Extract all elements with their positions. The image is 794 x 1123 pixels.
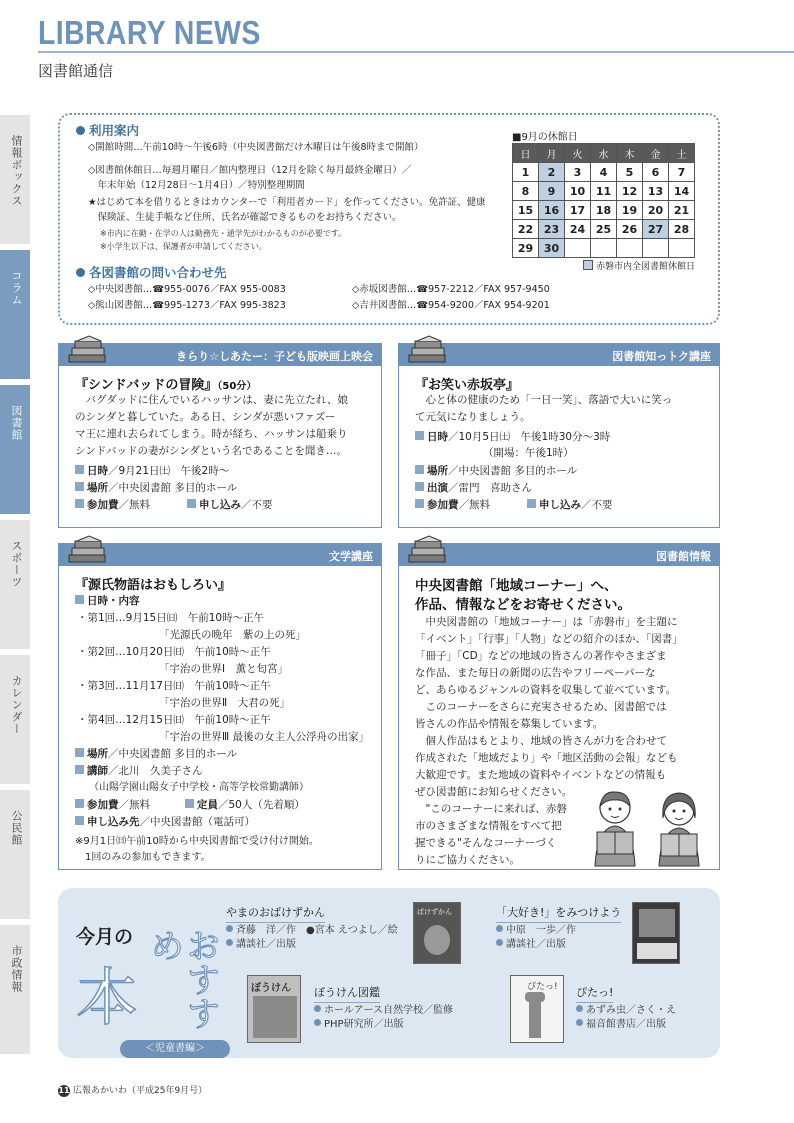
side-tab-label: 図書館 <box>10 405 23 441</box>
rakugo-body-line: 心と体の健康のため「一日一笑」、落語で大いに笑っ <box>415 394 673 406</box>
rakugo-date-note: （開場：午後1時） <box>483 447 574 459</box>
info-body-line: 「イベント」「行事」「人物」などの紹介のほか、「図書」 <box>415 633 683 645</box>
side-tab-column[interactable] <box>0 250 30 382</box>
calendar-day: 13 <box>643 182 669 201</box>
movie-body-line: マ王に連れ去られてしまう。時が経ち、ハッサンは船乗り <box>75 428 348 440</box>
contact-kumayama: ◇熊山図書館…☎995-1273／FAX 995-3823 <box>88 300 286 311</box>
movie-body-line: のシンダと暮していた。ある日、シンダが悪いファズー <box>75 411 336 423</box>
weekday-header: 火 <box>565 144 591 163</box>
book-title: ぴたっ! <box>576 984 613 1003</box>
usage-note: ※市内に在勤・在学の人は勤務先・通学先がわかるものが必要です。 <box>100 229 347 238</box>
cover-text: ぼうけん <box>251 983 291 994</box>
square-bullet-icon <box>185 799 194 808</box>
bullet-dot-icon <box>314 1005 321 1012</box>
side-tab-label: 情報ボックス <box>10 135 23 207</box>
side-tab-label: 市政情報 <box>10 945 23 993</box>
literature-note: ※9月1日㈰午前10時から中央図書館で受け付け開始。 <box>75 836 319 847</box>
square-bullet-icon <box>75 482 84 491</box>
side-tab-label: カレンダー <box>10 675 23 735</box>
weekday-header: 日 <box>513 144 539 163</box>
info-heading: 中央図書館「地域コーナー」へ、 <box>415 578 618 594</box>
square-bullet-icon <box>75 595 84 604</box>
bullet-dot-icon <box>226 925 233 932</box>
cover-text: ばけずかん <box>417 908 452 916</box>
panel-title: 文学講座 <box>329 550 373 563</box>
calendar-legend: 赤磐市内全図書館休館日 <box>583 259 695 272</box>
book-meta: あずみ虫／さく・え <box>576 1004 676 1018</box>
calendar-day: 16 <box>539 201 565 220</box>
info-body-short: 市のさまざまな情報をすべて把 <box>415 820 562 832</box>
literature-schedule-label: 日時・内容 <box>75 593 140 610</box>
book-cover-bouken[interactable] <box>247 975 301 1043</box>
calendar-day: 21 <box>669 201 695 220</box>
usage-line: ◇開館時間…午前10時〜午後6時（中央図書館だけ木曜日は午後8時まで開館） <box>88 142 424 153</box>
side-tab-calendar[interactable] <box>0 655 30 787</box>
square-bullet-icon <box>527 499 536 508</box>
book-cover-yamanoobake[interactable] <box>413 902 461 964</box>
info-body-line: ど、あらゆるジャンルの資料を収集して並べています。 <box>415 684 677 696</box>
recommend-ruby-text: おすすめ <box>144 928 220 1030</box>
square-bullet-icon <box>187 499 196 508</box>
calendar-day: 23 <box>539 220 565 239</box>
calendar-day: 18 <box>591 201 617 220</box>
session-topic: 「宇治の世界Ⅰ 薫と匂宮」 <box>159 663 289 675</box>
usage-note: ※小学生以下は、保護者が申請してください。 <box>100 242 267 251</box>
weekday-header: 水 <box>591 144 617 163</box>
square-bullet-icon <box>75 465 84 474</box>
recommend-month-label: 今月の <box>76 926 134 948</box>
book-stack-icon <box>407 535 449 565</box>
calendar-empty-cell <box>565 239 591 258</box>
info-body-short: りにご協力ください。 <box>415 854 520 866</box>
calendar-day: 7 <box>669 163 695 182</box>
square-bullet-icon <box>415 482 424 491</box>
book-title: ぼうけん図鑑 <box>314 984 380 1003</box>
calendar-day: 27 <box>643 220 669 239</box>
page-subtitle: 図書館通信 <box>38 62 114 80</box>
calendar-day: 10 <box>565 182 591 201</box>
literature-lecturer: 講師／北川 久美子さん <box>75 763 203 780</box>
side-tab-city-info[interactable] <box>0 925 30 1057</box>
rakugo-apply: 申し込み／不要 <box>527 497 613 514</box>
info-body-line: 個人作品はもとより、地域の皆さんが力を合わせて <box>415 735 667 747</box>
session-when: ・第4回…12月15日㈰ 午前10時〜正午 <box>77 714 271 726</box>
calendar-day: 19 <box>617 201 643 220</box>
square-bullet-icon <box>415 431 424 440</box>
bullet-dot-icon <box>76 126 85 135</box>
movie-date: 日時／9月21日㈯ 午後2時〜 <box>75 463 229 480</box>
square-bullet-icon <box>75 816 84 825</box>
movie-apply: 申し込み／不要 <box>187 497 273 514</box>
side-tab-label: コラム <box>10 270 23 306</box>
rakugo-heading: 『お笑い赤坂亭』 <box>415 378 520 393</box>
calendar-day: 17 <box>565 201 591 220</box>
session-when: ・第3回…11月17日㈰ 午前10時〜正午 <box>77 680 271 692</box>
movie-place: 場所／中央図書館 多目的ホール <box>75 480 237 497</box>
side-tab-info-box[interactable] <box>0 115 30 247</box>
contact-central: ◇中央図書館…☎955-0076／FAX 955-0083 <box>88 284 286 295</box>
side-tab-label: スポーツ <box>10 540 23 588</box>
cover-text: ぴたっ! <box>527 982 558 992</box>
calendar-day: 11 <box>591 182 617 201</box>
bullet-dot-icon <box>314 1019 321 1026</box>
calendar-day: 24 <box>565 220 591 239</box>
literature-note: 1回のみの参加もできます。 <box>75 852 211 863</box>
calendar-day: 29 <box>513 239 539 258</box>
contact-akasaka: ◇赤坂図書館…☎957-2212／FAX 957-9450 <box>352 284 550 295</box>
info-body-short: 握できる"そんなコーナーづく <box>415 837 557 849</box>
side-tab-sports[interactable] <box>0 520 30 652</box>
side-tab-library[interactable] <box>0 385 30 517</box>
usage-line: ★はじめて本を借りるときはカウンターで「利用者カード」を作ってください。免許証、健康 <box>88 197 486 208</box>
bullet-dot-icon <box>496 925 503 932</box>
book-cover-daisuki[interactable] <box>632 902 680 964</box>
info-body-line: このコーナーをさらに充実させるため、図書館では <box>415 701 667 713</box>
title-underline <box>38 51 794 53</box>
panel-title: 図書館情報 <box>656 550 711 563</box>
info-body-line: 作成された「地域だより」や「地区活動の会報」なども <box>415 752 678 764</box>
calendar-day: 15 <box>513 201 539 220</box>
recommend-category-pill: ＜児童書編＞ <box>120 1040 230 1058</box>
info-body-line: 大歓迎です。また地域の資料やイベントなどの情報も <box>415 769 667 781</box>
movie-panel <box>58 343 382 528</box>
book-meta: 講談社／出版 <box>496 938 566 952</box>
info-body-line: 皆さんの作品や情報を募集しています。 <box>415 718 604 730</box>
bullet-dot-icon <box>576 1005 583 1012</box>
info-body-short: "このコーナーに来れば、赤磐 <box>415 803 567 815</box>
panel-title: 図書館知っトク講座 <box>612 350 711 363</box>
bullet-dot-icon <box>496 939 503 946</box>
calendar-day: 22 <box>513 220 539 239</box>
book-meta: 斉藤 洋／作 ●宮本 えつよし／絵 <box>226 924 398 938</box>
square-bullet-icon <box>415 465 424 474</box>
literature-capacity: 定員／50人（先着順） <box>185 797 305 814</box>
calendar-empty-cell <box>669 239 695 258</box>
calendar-day: 8 <box>513 182 539 201</box>
calendar-day: 26 <box>617 220 643 239</box>
book-meta: 中原 一歩／作 <box>496 924 576 938</box>
usage-line: 保険証、生徒手帳など住所、氏名が確認できるものをお持ちください。 <box>88 212 402 223</box>
book-meta: 講談社／出版 <box>226 938 296 952</box>
book-stack-icon <box>407 335 449 365</box>
calendar-day: 9 <box>539 182 565 201</box>
rakugo-panel <box>398 343 720 528</box>
recommend-big-char: 本 <box>76 961 139 1034</box>
book-title: やまのおばけずかん <box>226 904 325 923</box>
calendar-day: 2 <box>539 163 565 182</box>
session-when: ・第1回…9月15日㈰ 午前10時〜正午 <box>77 612 265 624</box>
calendar-day: 14 <box>669 182 695 201</box>
contact-yoshii: ◇吉井図書館…☎954-9200／FAX 954-9201 <box>352 300 550 311</box>
calendar-day: 12 <box>617 182 643 201</box>
library-info-panel <box>398 543 720 870</box>
children-reading-illustration <box>585 788 713 868</box>
calendar-empty-cell <box>643 239 669 258</box>
calendar-day: 4 <box>591 163 617 182</box>
calendar-day: 1 <box>513 163 539 182</box>
book-stack-icon <box>67 535 109 565</box>
movie-body-line: バグダッドに住んでいるハッサンは、妻に先立たれ、娘 <box>75 394 348 406</box>
session-topic: 「宇治の世界Ⅲ 最後の女主人公浮舟の出家」 <box>159 731 370 743</box>
book-cover-pita[interactable] <box>510 975 564 1043</box>
info-body-line: 中央図書館の「地域コーナー」は「赤磐市」を主題に <box>415 616 678 628</box>
book-meta: ホールアース自然学校／監修 <box>314 1004 453 1018</box>
rakugo-body-line: て元気になりましょう。 <box>415 411 531 423</box>
calendar-day: 5 <box>617 163 643 182</box>
panel-title: きらり☆しあたー：子ども版映画上映会 <box>176 350 373 363</box>
rakugo-date: 日時／10月5日㈯ 午後1時30分〜3時 <box>415 429 610 446</box>
info-body-line: ぜひ図書館にお知らせください。 <box>415 786 573 798</box>
calendar-empty-cell <box>617 239 643 258</box>
session-topic: 「光源氏の晩年 紫の上の死」 <box>159 629 306 641</box>
literature-panel <box>58 543 382 870</box>
bullet-dot-icon <box>576 1019 583 1026</box>
page-footer <box>58 1083 207 1097</box>
rakugo-performer: 出演／雷門 喜助さん <box>415 480 532 497</box>
calendar-day: 30 <box>539 239 565 258</box>
rakugo-fee: 参加費／無料 <box>415 497 490 514</box>
square-bullet-icon <box>75 765 84 774</box>
literature-heading: 『源氏物語はおもしろい』 <box>75 578 232 593</box>
side-tab-label: 公民館 <box>10 810 23 846</box>
movie-body-line: シンドバッドの妻がシンダという名であることを聞き…。 <box>75 445 347 457</box>
usage-line: ◇図書館休館日…毎週月曜日／館内整理日（12月を除く毎月最終金曜日）／ <box>88 165 412 176</box>
calendar-day: 25 <box>591 220 617 239</box>
side-tab-community-center[interactable] <box>0 790 30 922</box>
weekday-header: 土 <box>669 144 695 163</box>
literature-fee: 参加費／無料 <box>75 797 150 814</box>
weekday-header: 木 <box>617 144 643 163</box>
literature-apply: 申し込み先／中央図書館（電話可） <box>75 814 255 831</box>
usage-heading: 利用案内 <box>76 121 139 139</box>
square-bullet-icon <box>75 748 84 757</box>
book-stack-icon <box>67 335 109 365</box>
info-body-line: な作品、また毎日の新聞の広告やフリーペーパーな <box>415 667 656 679</box>
book-meta: PHP研究所／出版 <box>314 1018 404 1032</box>
rakugo-place: 場所／中央図書館 多目的ホール <box>415 463 577 480</box>
weekday-header: 金 <box>643 144 669 163</box>
session-when: ・第2回…10月20日㈰ 午前10時〜正午 <box>77 646 271 658</box>
page-number: 11 <box>58 1086 70 1095</box>
calendar-day: 20 <box>643 201 669 220</box>
calendar-day: 3 <box>565 163 591 182</box>
calendar-day: 6 <box>643 163 669 182</box>
footer-text: 広報あかいわ（平成25年9月号） <box>73 1086 208 1096</box>
square-bullet-icon <box>75 799 84 808</box>
square-bullet-icon <box>415 499 424 508</box>
info-body-line: 「冊子」「CD」などの地域の皆さんの著作やさまざま <box>415 650 667 662</box>
closed-days-calendar <box>512 143 695 258</box>
legend-swatch <box>583 260 593 270</box>
book-meta: 福音館書店／出版 <box>576 1018 666 1032</box>
usage-line: 年末年始（12月28日〜1月4日）／特別整理期間 <box>88 180 305 191</box>
session-topic: 「宇治の世界Ⅱ 大君の死」 <box>159 697 291 709</box>
calendar-title: ■9月の休館日 <box>512 132 578 143</box>
square-bullet-icon <box>75 499 84 508</box>
page-title: LIBRARY NEWS <box>38 14 261 51</box>
calendar-day: 28 <box>669 220 695 239</box>
movie-fee: 参加費／無料 <box>75 497 150 514</box>
contacts-heading: 各図書館の問い合わせ先 <box>76 263 227 281</box>
movie-heading: 『シンドバッドの冒険』（50分） <box>75 378 257 393</box>
lecturer-affiliation: （山陽学園山陽女子中学校・高等学校常勤講師） <box>89 782 309 793</box>
book-title: 「大好き!」をみつけよう <box>496 904 621 923</box>
info-heading: 作品、情報などをお寄せください。 <box>415 597 631 613</box>
bullet-dot-icon <box>226 939 233 946</box>
bullet-dot-icon <box>76 268 85 277</box>
literature-place: 場所／中央図書館 多目的ホール <box>75 746 237 763</box>
calendar-empty-cell <box>591 239 617 258</box>
weekday-header: 月 <box>539 144 565 163</box>
